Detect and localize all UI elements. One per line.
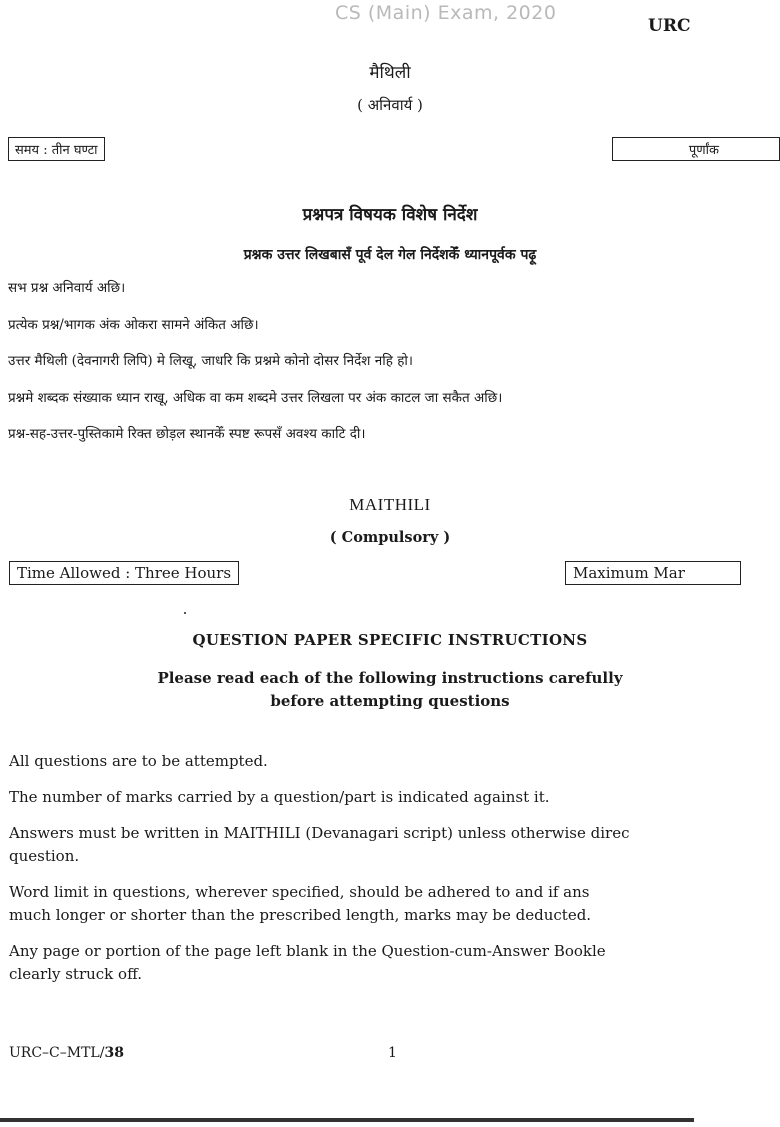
instructions-subtitle-english: [0, 667, 780, 713]
instructions-subtitle-line: Please read each of the following instructions carefully: [157, 669, 623, 687]
list-item-line: Any page or portion of the page left blank in the Question-cum-Answer Bookle: [9, 942, 606, 960]
marks-box-english: Maximum Mar: [565, 561, 741, 585]
subject-title-english: MAITHILI: [349, 495, 431, 514]
list-item: [9, 750, 629, 773]
list-item: सभ प्रश्न अनिवार्य अछि।: [8, 280, 126, 296]
list-item: [9, 786, 629, 809]
footer-code-prefix: URC–C–MTL/: [9, 1045, 105, 1061]
instructions-subtitle-hindi: प्रश्नक उत्तर लिखबासँ पूर्व देल गेल निर्देशकेँ ध्यानपूर्वक पढ़ू: [243, 247, 537, 263]
list-item: प्रश्नमे शब्दक संख्याक ध्यान राखू, अधिक वा कम शब्दमे उत्तर लिखला पर अंक काटल जा सकैत अछि।: [8, 389, 503, 406]
page-number: 1: [388, 1045, 397, 1061]
instructions-list-hindi: [8, 278, 502, 461]
list-item: उत्तर मैथिली (देवनागरी लिपि) मे लिखू, जाधरि कि प्रश्नमे कोनो दोसर निर्देश नहि हो।: [8, 353, 414, 369]
list-item-line: much longer or shorter than the prescribed length, marks may be deducted.: [9, 906, 592, 924]
paper-code-top: URC: [648, 16, 691, 36]
list-item: प्रत्येक प्रश्न/भागक अंक ओकरा सामने अंकित अछि।: [8, 316, 259, 333]
instructions-list-english: [9, 750, 629, 999]
list-item-line: All questions are to be attempted.: [9, 752, 268, 770]
scan-speck: [184, 612, 186, 614]
instructions-title-english: QUESTION PAPER SPECIFIC INSTRUCTIONS: [192, 631, 588, 649]
list-item-line: question.: [9, 847, 80, 865]
list-item-line: The number of marks carried by a question/part is indicated against it.: [9, 788, 550, 806]
list-item: [9, 940, 629, 986]
list-item: [9, 881, 629, 927]
compulsory-label-hindi: ( अनिवार्य ): [357, 96, 423, 114]
time-box-english: Time Allowed : Three Hours: [9, 561, 239, 585]
instructions-title-hindi: प्रश्नपत्र विषयक विशेष निर्देश: [302, 205, 478, 225]
list-item: [9, 822, 629, 868]
time-box-hindi: समय : तीन घण्टा: [8, 137, 105, 161]
footer-code-number: 38: [104, 1045, 124, 1061]
compulsory-label-english: ( Compulsory ): [329, 529, 451, 546]
scan-edge-line: [0, 1118, 694, 1122]
list-item: प्रश्न-सह-उत्तर-पुस्तिकामे रिक्त छोड़ल स्थानकेँ स्पष्ट रूपसँ अवश्य काटि दी।: [8, 426, 366, 442]
list-item-line: clearly struck off.: [9, 965, 142, 983]
marks-box-hindi: पूर्णांक: [612, 137, 780, 161]
footer-paper-code: [9, 1045, 124, 1061]
list-item-line: Word limit in questions, wherever specified, should be adhered to and if ans: [9, 883, 590, 901]
exam-watermark: CS (Main) Exam, 2020: [335, 2, 557, 24]
subject-title-hindi: मैथिली: [369, 63, 411, 83]
instructions-subtitle-line: before attempting questions: [270, 692, 510, 710]
list-item-line: Answers must be written in MAITHILI (Devanagari script) unless otherwise direc: [9, 824, 630, 842]
